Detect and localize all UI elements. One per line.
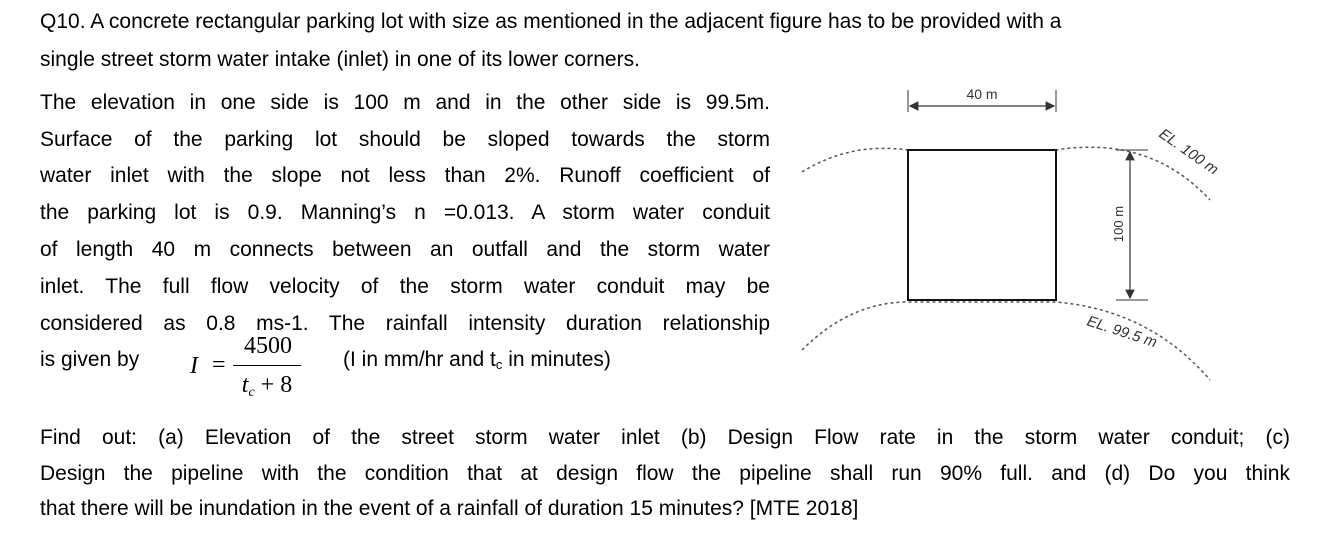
formula-denominator — [231, 371, 303, 407]
question-line-6: the parking lot is 0.9. Manning’s n =0.013. A storm water conduit — [40, 201, 770, 224]
formula-units-prefix: (I in mm/hr and t — [343, 348, 496, 371]
formula-units — [343, 346, 611, 379]
formula-units-suffix: in minutes) — [502, 348, 611, 371]
formula-equals: = — [212, 352, 226, 378]
question-line-9: considered as 0.8 ms-1. The rainfall intensity duration relationship — [40, 312, 770, 335]
question-line-2: single street storm water intake (inlet) in one of its lower corners. — [40, 48, 640, 71]
find-line-2: Design the pipeline with the condition that at design flow the pipeline shall run 90% full. and (d) Do you think — [40, 462, 1290, 485]
formula-den-rest: + 8 — [254, 372, 293, 398]
find-line-3: that there will be inundation in the event of a rainfall of duration 15 minutes? [MTE 2018] — [40, 497, 859, 520]
formula-units-sub: c — [495, 357, 503, 372]
parking-lot-figure — [790, 80, 1230, 400]
parking-lot-rectangle — [908, 150, 1056, 300]
question-line-7: of length 40 m connects between an outfall and the storm water — [40, 238, 770, 261]
formula-fraction-bar — [233, 365, 301, 366]
upper-contour-line — [802, 147, 1210, 200]
question-line-5: water inlet with the slope not less than 2%. Runoff coefficient of — [40, 164, 770, 187]
question-line-3: The elevation in one side is 100 m and in the other side is 99.5m. — [40, 91, 770, 114]
question-line-4: Surface of the parking lot should be sloped towards the storm — [40, 128, 770, 151]
lower-contour-label: EL. 99.5 m — [1084, 312, 1160, 352]
upper-contour-label: EL. 100 m — [1155, 125, 1222, 179]
length-label: 100 m — [1111, 205, 1126, 243]
question-line-8: inlet. The full flow velocity of the storm water conduit may be — [40, 275, 770, 298]
formula-intro: is given by — [40, 348, 140, 371]
formula-den-sub: c — [248, 385, 255, 400]
formula-lhs: I — [190, 353, 198, 379]
formula-den-var: t — [241, 372, 249, 398]
width-label: 40 m — [966, 86, 998, 102]
formula-numerator: 4500 — [244, 333, 292, 359]
find-line-1: Find out: (a) Elevation of the street storm water inlet (b) Design Flow rate in the storm water conduit; (c) — [40, 426, 1290, 449]
question-line-1: Q10. A concrete rectangular parking lot with size as mentioned in the adjacent figure has to be provided with a — [40, 10, 1062, 33]
